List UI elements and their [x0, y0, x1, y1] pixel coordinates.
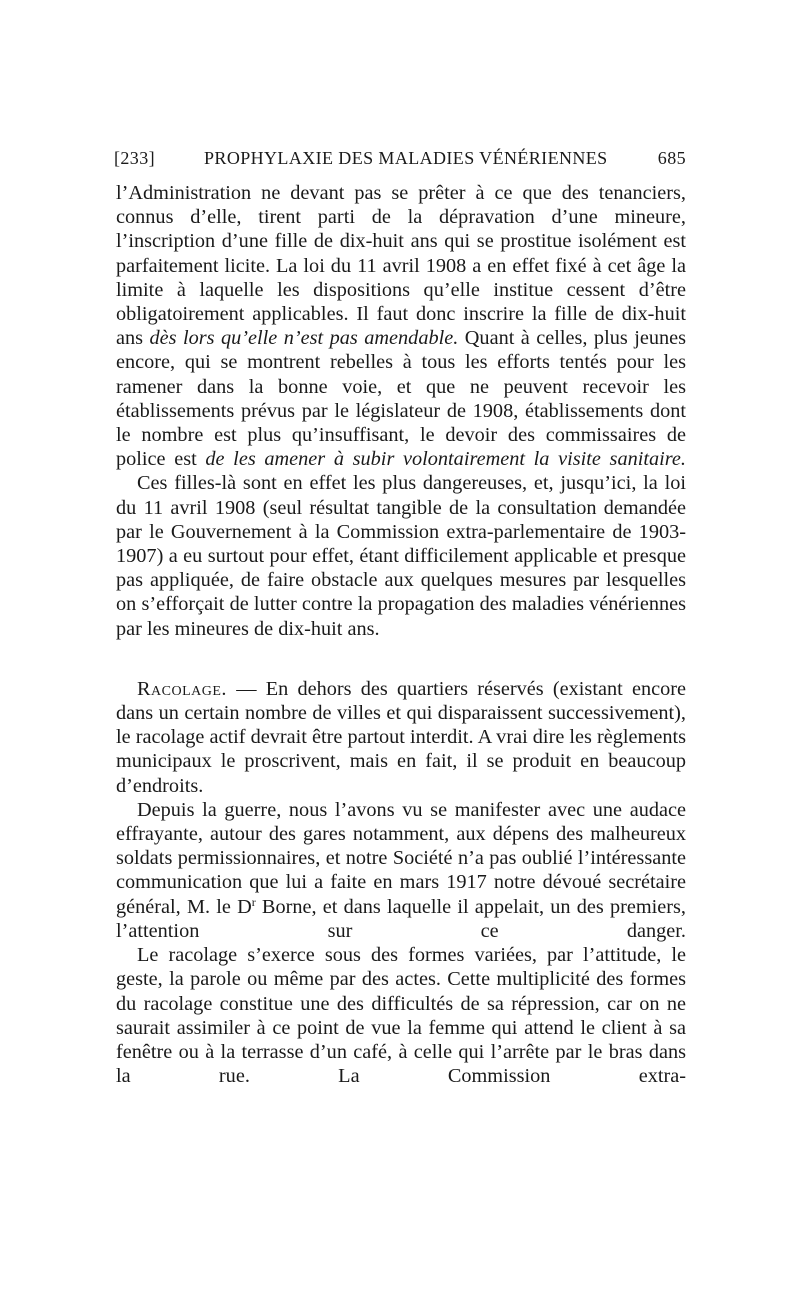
paragraph-2: Ces filles-là sont en effet les plus dangereuses, et, jusqu’ici, la loi du 11 avril 1908 (seul résultat tangible de la consultation demandée par le Gouvernement à la Commission extra-parlementaire de 1903-1907) a eu surtout pour effet, étant difficilement applicable et presque pas appliquée, de faire obstacle aux quelques mesures par lesquelles on s’efforçait de lutter contre la propagation des maladies vénériennes par les mineures de dix-huit ans. [116, 472, 686, 640]
paragraph-1-text-a: l’Administration ne devant pas se prêter à ce que des tenanciers, connus d’elle, tirent parti de la dépravation d’une mineure, l’inscription d’une fille de dix-huit ans qui se prostitue isolément est parfaitement licite. La loi du 11 avril 1908 a en effet fixé à cet âge la limite à laquelle les dispositions qu’elle institue cessent d’être obligatoirement applicables. Il faut donc inscrire la fille de dix-huit ans [116, 182, 686, 350]
paragraph-1 [116, 181, 686, 471]
paragraph-4-text-b: Borne, et dans laquelle il appelait, un des premiers, l’attention sur ce danger. [116, 895, 686, 942]
paragraph-5: Le racolage s’exerce sous des formes variées, par l’attitude, le geste, la parole ou même par des actes. Cette multiplicité des formes du racolage constitue une des difficultés de sa répression, car on ne saurait assimiler à ce point de vue la femme qui attend le client à sa fenêtre ou à la terrasse d’un café, à celle qui l’arrête par le bras dans la rue. La Commission extra- [116, 944, 686, 1088]
body-text [116, 181, 686, 1088]
section-gap [116, 641, 686, 677]
page-number: 685 [657, 148, 686, 168]
paragraph-1-italic-a: dès lors qu’elle n’est pas amendable. [149, 327, 459, 350]
paragraph-racolage-text: — En dehors des quartiers réservés (existant encore dans un certain nombre de villes et qui disparaissent successivement), le racolage actif devrait être partout interdit. A vrai dire les règlements municipaux le proscrivent, mais en fait, il se produit en beaucoup d’endroits. [116, 677, 686, 797]
running-header [114, 148, 686, 172]
bracket-page-number: [233] [114, 148, 155, 168]
paragraph-1-text-b: Quant à celles, plus jeunes encore, qui se montrent rebelles à tous les efforts tentés pour les ramener dans la bonne voie, et que ne peuvent recevoir les établissements prévus par le législateur de 1908, établissements dont le nombre est plus qu’insuffisant, le devoir des commissaires de police est [116, 327, 687, 471]
running-title: PROPHYLAXIE DES MALADIES VÉNÉRIENNES [204, 148, 608, 168]
paragraph-4-text-a: Depuis la guerre, nous l’avons vu se manifester avec une audace effrayante, autour des gares notamment, aux dépens des malheureux soldats permissionnaires, et notre Société n’a pas oublié l’intéressante communication que lui a faite en mars 1917 notre dévoué secrétaire général, M. le D [116, 798, 686, 918]
paragraph-4 [116, 798, 686, 943]
paragraph-1-italic-b: de les amener à subir volontairement la visite sanitaire. [205, 448, 686, 471]
paragraph-racolage [116, 677, 686, 798]
section-lead-racolage: Racolage. [137, 677, 227, 700]
superscript-r: r [251, 894, 256, 909]
